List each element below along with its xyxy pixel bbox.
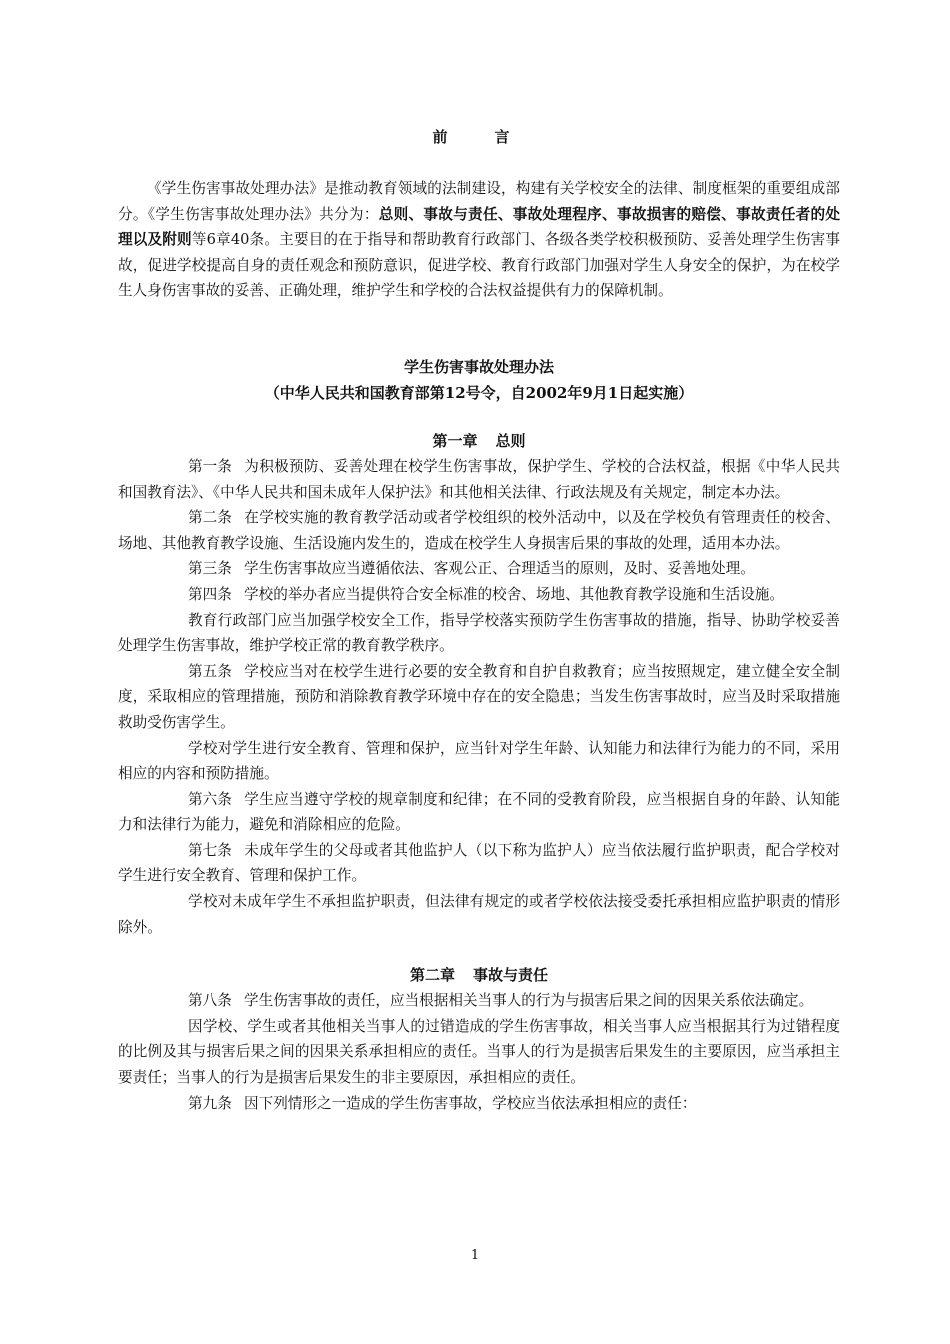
spacer bbox=[118, 940, 840, 962]
article-7 bbox=[118, 838, 840, 889]
law-title: 学生伤害事故处理办法 bbox=[403, 357, 554, 376]
preface-text-a: 《学生伤害事故处理办法》是推动教育领域的法制建设，构建有关学校安全的法律、制度框架的重要组成部分。《学生伤害事故处理办法》共分为： bbox=[118, 180, 840, 223]
article-7-text: 未成年学生的父母或者其他监护人（以下称为监护人）应当依法履行监护职责，配合学校对学生进行安全教育、管理和保护工作。 bbox=[118, 841, 840, 885]
article-4-paragraph-2: 教育行政部门应当加强学校安全工作，指导学校落实预防学生伤害事故的措施，指导、协助学校妥善处理学生伤害事故，维护学校正常的教育教学秩序。 bbox=[118, 611, 840, 655]
article-5 bbox=[118, 659, 840, 736]
law-subtitle: （中华人民共和国教育部第12号令，自2002年9月1日起实施） bbox=[264, 383, 694, 402]
preface-text-b: 等6章40条。主要目的在于指导和帮助教育行政部门、各级各类学校积极预防、妥善处理学生伤害事故，促进学校提高自身的责任观念和预防意识，促进学校、教育行政部门加强对学生人身安全的保护，为在校学生人身伤害事故的妥善、正确处理，维护学生和学校的合法权益提供有力的保障机制。 bbox=[118, 231, 840, 300]
chapter-2-number: 第二章 bbox=[409, 966, 455, 985]
chapter-2-name: 事故与责任 bbox=[473, 966, 549, 985]
article-6 bbox=[118, 787, 840, 838]
chapter-1-name: 总则 bbox=[495, 431, 526, 450]
article-2-text: 在学校实施的教育教学活动或者学校组织的校外活动中，以及在学校负有管理责任的校舍、场地、其他教育教学设施、生活设施内发生的，造成在校学生人身损害后果的事故的处理，适用本办法。 bbox=[118, 509, 840, 552]
article-6-label: 第六条 bbox=[188, 790, 232, 808]
article-4-text: 学校的举办者应当提供符合安全标准的校舍、场地、其他教育教学设施和生活设施。 bbox=[244, 585, 784, 603]
page-number: 1 bbox=[470, 1248, 480, 1263]
chapter-1-heading bbox=[118, 428, 840, 454]
chapter-2-heading bbox=[118, 962, 840, 988]
article-1-text: 为积极预防、妥善处理在校学生伤害事故，保护学生、学校的合法权益，根据《中华人民共和国教育法》、《中华人民共和国未成年人保护法》和其他相关法律、行政法规及有关规定，制定本办法。 bbox=[118, 457, 840, 501]
article-3-label: 第三条 bbox=[188, 560, 232, 578]
article-2 bbox=[118, 505, 840, 556]
preface-title: 前 言 bbox=[432, 128, 526, 146]
preface-paragraph bbox=[118, 176, 840, 304]
page-content bbox=[118, 124, 840, 1116]
article-4-label: 第四条 bbox=[188, 585, 232, 603]
chapter-1-number: 第一章 bbox=[432, 431, 478, 450]
spacer bbox=[118, 304, 840, 354]
article-8-paragraph-2: 因学校、学生或者其他相关当事人的过错造成的学生伤害事故，相关当事人应当根据其行为过错程度的比例及其与损害后果之间的因果关系承担相应的责任。当事人的行为是损害后果发生的主要原因，应当承担主要责任；当事人的行为是损害后果发生的非主要原因，承担相应的责任。 bbox=[118, 1017, 840, 1087]
article-8-text: 学生伤害事故的责任，应当根据相关当事人的行为与损害后果之间的因果关系依法确定。 bbox=[244, 992, 814, 1010]
article-5-paragraph-2: 学校对学生进行安全教育、管理和保护，应当针对学生年龄、认知能力和法律行为能力的不同，采用相应的内容和预防措施。 bbox=[118, 739, 840, 783]
article-5-label: 第五条 bbox=[188, 662, 232, 680]
article-4 bbox=[118, 582, 840, 608]
article-2-label: 第二条 bbox=[188, 509, 232, 527]
article-9-label: 第九条 bbox=[188, 1094, 232, 1112]
article-8 bbox=[118, 988, 840, 1014]
article-1-label: 第一条 bbox=[188, 457, 232, 475]
article-7-label: 第七条 bbox=[188, 841, 232, 859]
article-9 bbox=[118, 1091, 840, 1117]
article-5-text: 学校应当对在校学生进行必要的安全教育和自护自救教育；应当按照规定，建立健全安全制度，采取相应的管理措施，预防和消除教育教学环境中存在的安全隐患；当发生伤害事故时，应当及时采取措施救助受伤害学生。 bbox=[118, 662, 840, 731]
article-9-text: 因下列情形之一造成的学生伤害事故，学校应当依法承担相应的责任： bbox=[244, 1094, 697, 1112]
article-7-paragraph-2: 学校对未成年学生不承担监护职责，但法律有规定的或者学校依法接受委托承担相应监护职责的情形除外。 bbox=[118, 893, 840, 936]
article-3-text: 学生伤害事故应当遵循依法、客观公正、合理适当的原则，及时、妥善地处理。 bbox=[244, 560, 755, 578]
preface-bold-chapters: 总则、事故与责任、事故处理程序、事故损害的赔偿、事故责任者的处理以及附则 bbox=[118, 205, 840, 249]
article-1 bbox=[118, 454, 840, 505]
article-8-label: 第八条 bbox=[188, 992, 232, 1010]
article-3 bbox=[118, 556, 840, 582]
article-6-text: 学生应当遵守学校的规章制度和纪律；在不同的受教育阶段，应当根据自身的年龄、认知能力和法律行为能力，避免和消除相应的危险。 bbox=[118, 790, 840, 834]
